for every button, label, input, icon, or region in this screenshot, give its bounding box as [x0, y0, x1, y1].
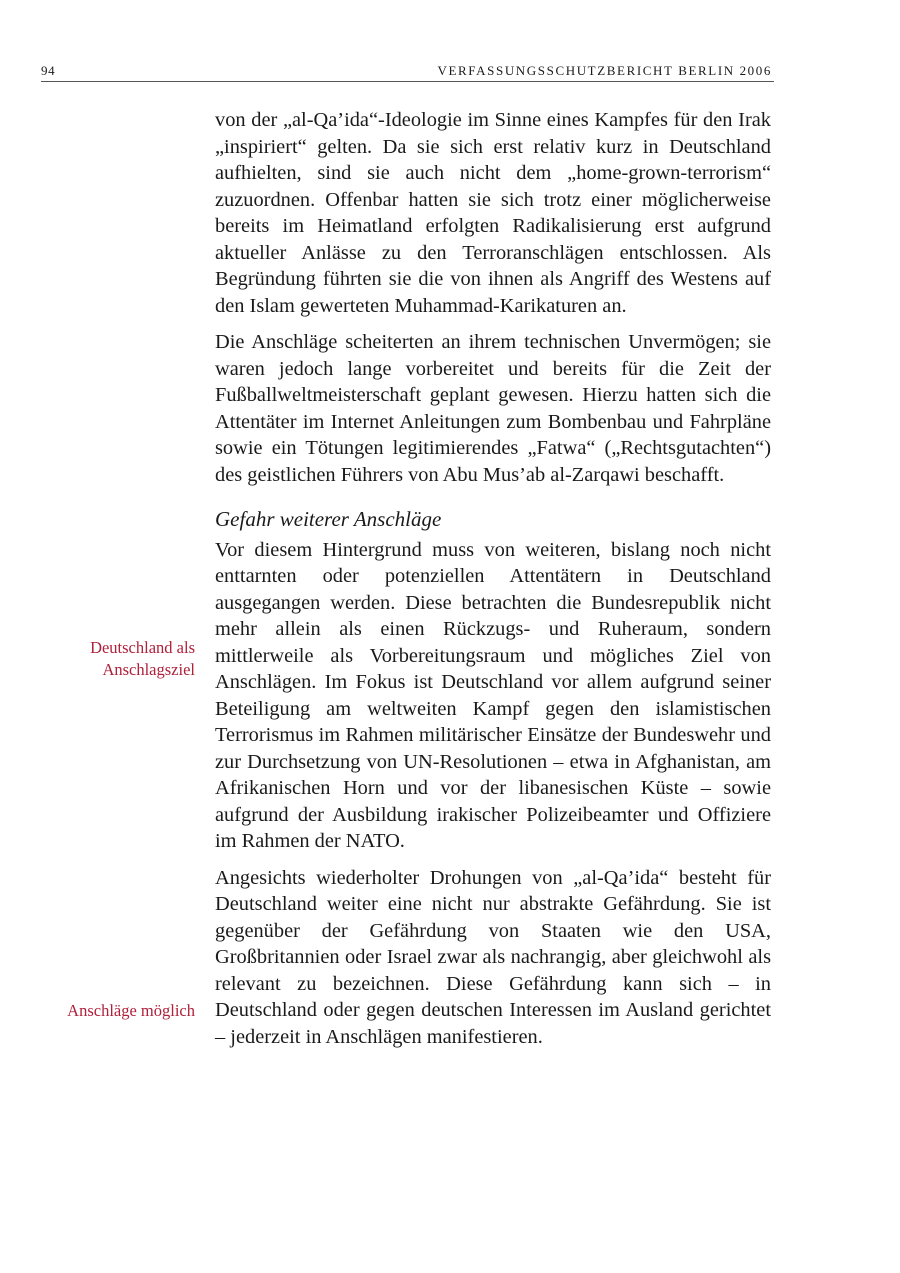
- body-text: [215, 107, 771, 1060]
- margin-note-anschlaege-moeglich: [67, 1000, 195, 1022]
- margin-note-deutschland-anschlagsziel: [90, 637, 195, 681]
- paragraph: Die Anschläge scheiterten an ihrem technischen Unvermögen; sie waren jedoch lange vorbereitet und bereits für die Zeit der Fußballweltmeisterschaft geplant gewesen. Hierzu hatten sich die Attentäter im Internet Anleitungen zum Bombenbau und Fahrpläne sowie ein Tötungen legitimierendes „Fatwa“ („Rechtsgutachten“) des geistlichen Führers von Abu Mus’ab al-Zarqawi beschafft.: [215, 331, 771, 486]
- paragraph: Vor diesem Hintergrund muss von weiteren, bislang noch nicht enttarnten oder potenziellen Attentätern in Deutschland ausgegangen werden. Diese betrachten die Bundesrepublik nicht mehr allein als einen Rückzugs- und Ruheraum, sondern mittlerweile als Vorbereitungsraum und mögliches Ziel von Anschlägen. Im Fokus ist Deutschland vor allem aufgrund seiner Beteiligung am weltweiten Kampf gegen den islamistischen Terrorismus im Rahmen militärischer Einsätze der Bundeswehr und zur Durchsetzung von UN-Resolutionen – etwa in Afghanistan, am Afrikanischen Horn und vor der libanesischen Küste – sowie aufgrund der Ausbildung irakischer Polizeibeamter und Offiziere im Rahmen der NATO.: [215, 538, 771, 852]
- margin-note-line: Anschläge möglich: [67, 1001, 195, 1020]
- running-title: VERFASSUNGSSCHUTZBERICHT BERLIN 2006: [437, 63, 772, 78]
- paragraph: Angesichts wiederholter Drohungen von „al-Qa’ida“ besteht für Deutschland weiter eine nicht nur abstrakte Gefährdung. Sie ist gegenüber der Gefährdung von Staaten wie den USA, Großbritannien oder Israel zwar als nachrangig, aber gleichwohl als relevant zu bezeichnen. Diese Gefährdung kann sich – in Deutschland oder gegen deutschen Interessen im Ausland gerichtet – jederzeit in Anschlägen manifestieren.: [215, 866, 771, 1048]
- header-rule: [41, 81, 774, 82]
- margin-note-line: Deutschland als: [90, 638, 195, 657]
- page-number: 94: [41, 63, 56, 78]
- paragraph: von der „al-Qa’ida“-Ideologie im Sinne eines Kampfes für den Irak „inspiriert“ gelten. Da sie sich erst relativ kurz in Deutschland aufhielten, sind sie auch nicht dem „home-grown-terrorism“ zuzuordnen. Offenbar hatten sie sich trotz einer möglicherweise bereits im Heimatland erfolgten Radikalisierung erst aufgrund aktueller Anlässe zu den Terroranschlägen entschlossen. Als Begründung führten sie die von ihnen als Angriff des Westens auf den Islam gewerteten Muhammad-Karikaturen an.: [215, 109, 771, 317]
- section-heading: Gefahr weiterer Anschläge: [215, 507, 442, 531]
- margin-note-line: Anschlagsziel: [102, 660, 195, 679]
